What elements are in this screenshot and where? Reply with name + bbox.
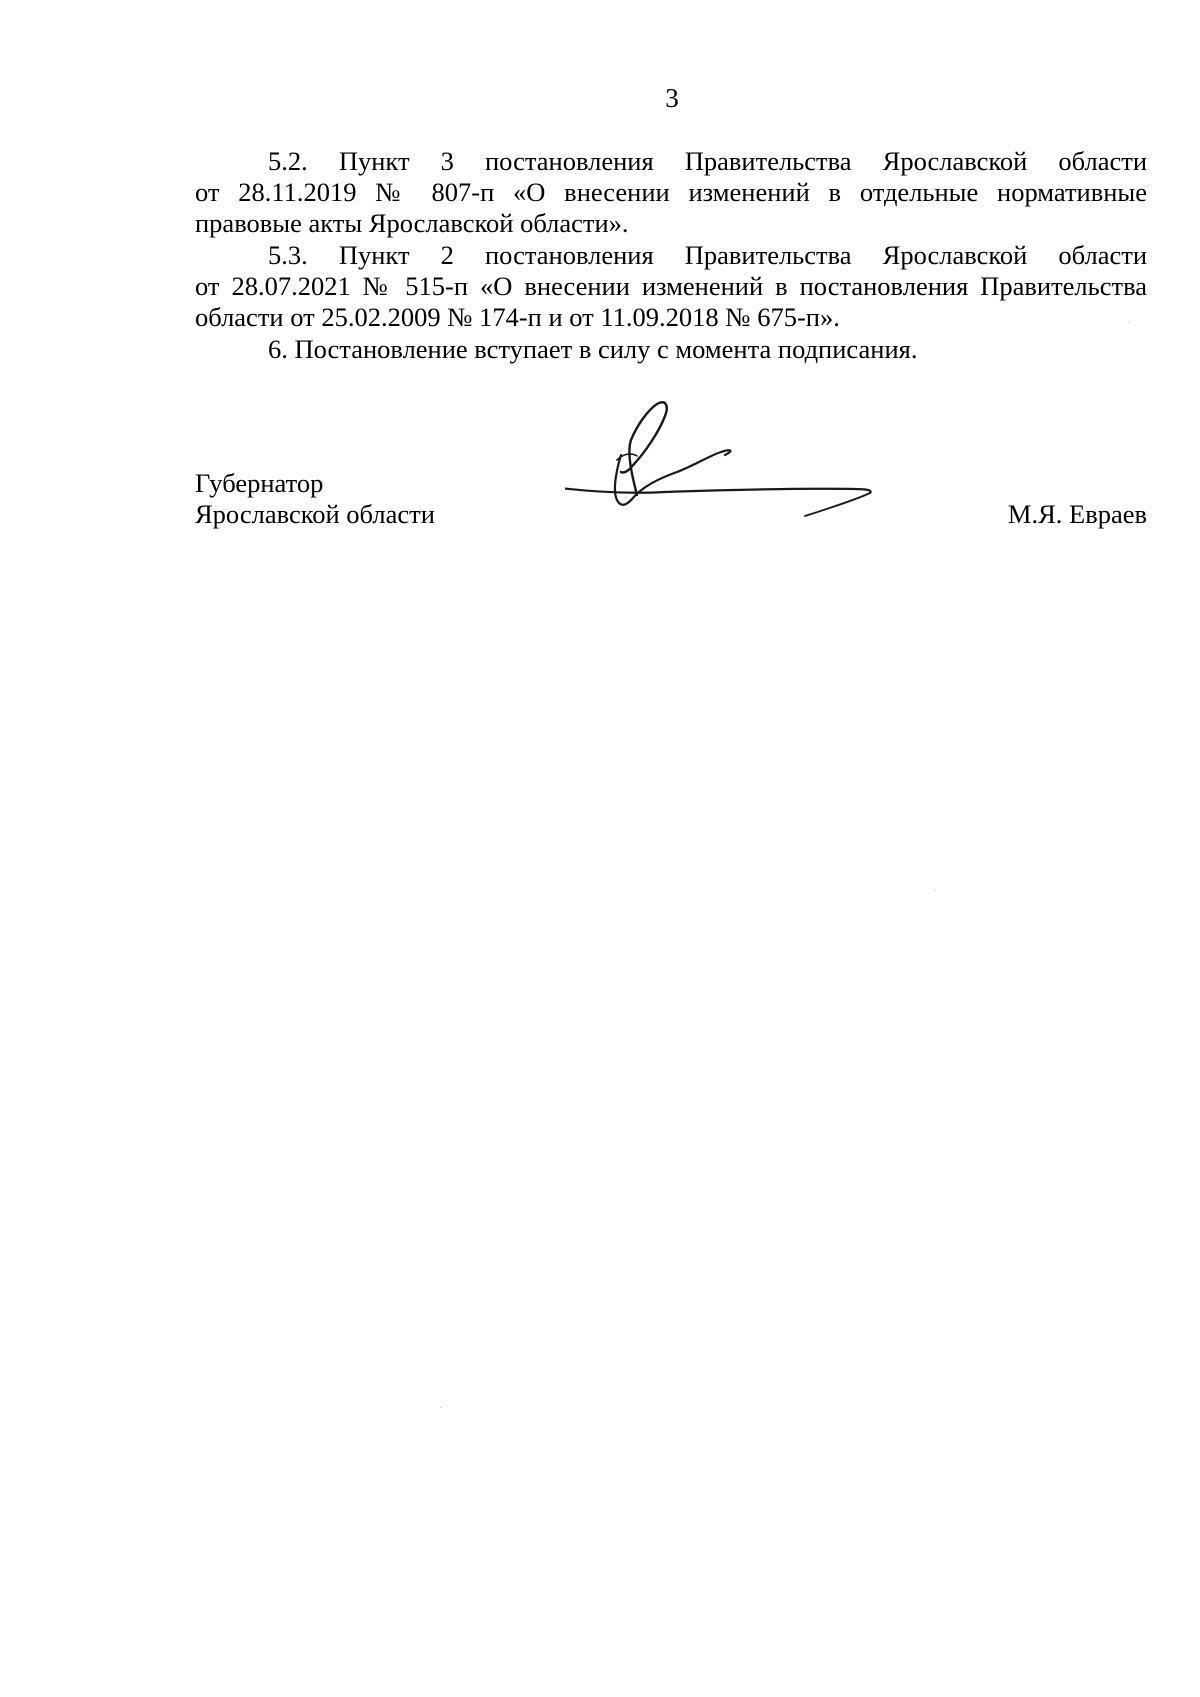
signer-position xyxy=(195,468,435,530)
page-number: 3 xyxy=(665,83,679,113)
paragraph-line: 6. Постановление вступает в силу с момента подписания. xyxy=(268,334,918,364)
paragraph-line: от 28.11.2019 № 807-п «О внесении изменений в отдельные нормативные xyxy=(195,177,1147,207)
paragraph-line: 5.3. Пункт 2 постановления Правительства Ярославской области xyxy=(268,240,1147,270)
signer-name: М.Я. Евраев xyxy=(1007,499,1147,529)
paragraph-6 xyxy=(195,334,1147,365)
signature-loop-stroke xyxy=(621,402,667,495)
scan-speck xyxy=(1128,322,1129,323)
scan-speck xyxy=(440,1407,441,1408)
signature-tail-stroke xyxy=(805,493,870,516)
paragraph-5-2 xyxy=(195,146,1147,239)
paragraph-5-3 xyxy=(195,240,1147,333)
paragraph-line: от 28.07.2021 № 515-п «О внесении изменений в постановления Правительства xyxy=(195,271,1147,301)
signature-base-stroke xyxy=(565,488,871,493)
scan-speck xyxy=(935,890,936,891)
paragraph-line: области от 25.02.2009 № 174-п и от 11.09.2018 № 675-п». xyxy=(195,302,840,332)
signer-position-line: Губернатор xyxy=(195,468,324,498)
paragraph-line: 5.2. Пункт 3 постановления Правительства Ярославской области xyxy=(268,146,1147,176)
paragraph-line: правовые акты Ярославской области». xyxy=(195,208,629,238)
signer-position-line: Ярославской области xyxy=(195,499,435,529)
handwritten-signature xyxy=(565,400,940,570)
document-body xyxy=(195,146,1147,366)
